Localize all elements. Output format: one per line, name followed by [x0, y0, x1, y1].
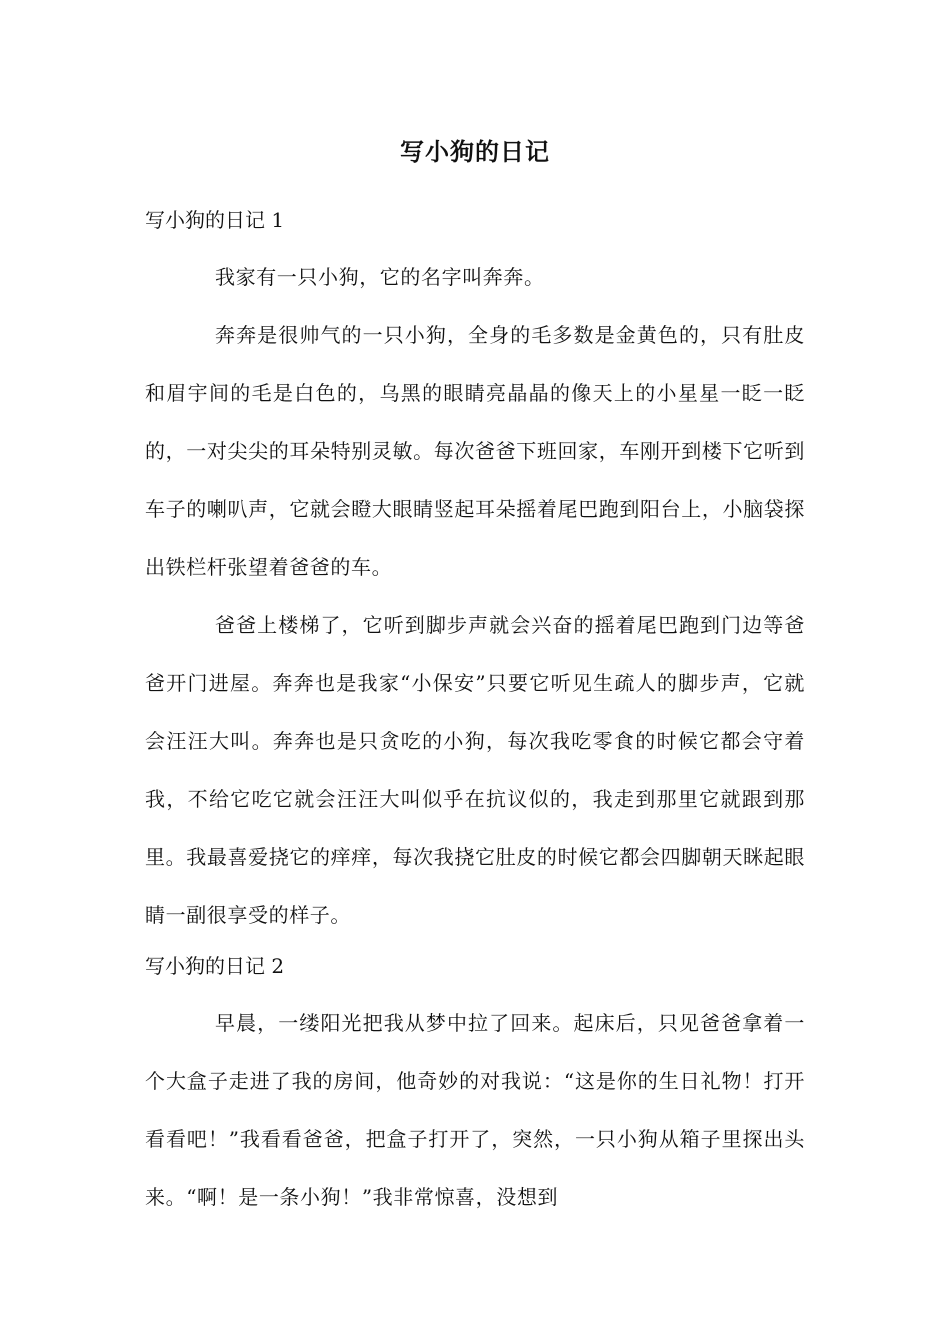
document-title: 写小狗的日记: [400, 137, 550, 166]
paragraph: 早晨，一缕阳光把我从梦中拉了回来。起床后，只见爸爸拿着一个大盒子走进了我的房间，他奇妙的对我说：“这是你的生日礼物！打开看看吧！”我看看爸爸，把盒子打开了，突然，一只小狗从箱子里探出头来。“啊！是一条小狗！”我非常惊喜，没想到: [145, 1011, 805, 1209]
section-heading-1: 写小狗的日记 1: [145, 208, 285, 232]
paragraph: 我家有一只小狗，它的名字叫奔奔。: [215, 265, 545, 289]
section-heading-2: 写小狗的日记 2: [145, 954, 285, 978]
paragraph: 爸爸上楼梯了，它听到脚步声就会兴奋的摇着尾巴跑到门边等爸爸开门进屋。奔奔也是我家“小保安”只要它听见生疏人的脚步声，它就会汪汪大叫。奔奔也是只贪吃的小狗，每次我吃零食的时候它都会守着我，不给它吃它就会汪汪大叫似乎在抗议似的，我走到那里它就跟到那里。我最喜爱挠它的痒痒，每次我挠它肚皮的时候它都会四脚朝天眯起眼睛一副很享受的样子。: [145, 613, 805, 927]
paragraph: 奔奔是很帅气的一只小狗，全身的毛多数是金黄色的，只有肚皮和眉宇间的毛是白色的，乌黑的眼睛亮晶晶的像天上的小星星一眨一眨的，一对尖尖的耳朵特别灵敏。每次爸爸下班回家，车刚开到楼下它听到车子的喇叭声，它就会瞪大眼睛竖起耳朵摇着尾巴跑到阳台上，小脑袋探出铁栏杆张望着爸爸的车。: [145, 323, 805, 579]
